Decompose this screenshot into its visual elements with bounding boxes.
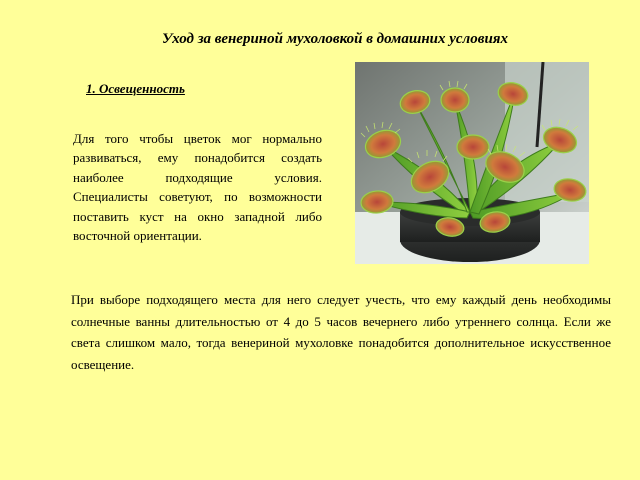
paragraph-lighting: Для того чтобы цветок мог нормально развиваться, ему понадобится создать наиболее подходящие условия. Специалисты советуют, по возможности поставить куст на окно западной либо восточной ориентации. <box>73 131 322 244</box>
paragraph-sun-exposure: При выборе подходящего места для него следует учесть, что ему каждый день необходимы солнечные ванны длительностью от 4 до 5 часов вечернего либо утреннего солнца. Если же света слишком мало, тогда венериной мухоловке понадобится дополнительное искусственное освещение. <box>71 292 611 372</box>
venus-flytrap-photo <box>355 62 589 264</box>
slide-title: Уход за венериной мухоловкой в домашних условиях <box>161 31 509 47</box>
section-heading: 1. Освещенность <box>86 81 185 96</box>
